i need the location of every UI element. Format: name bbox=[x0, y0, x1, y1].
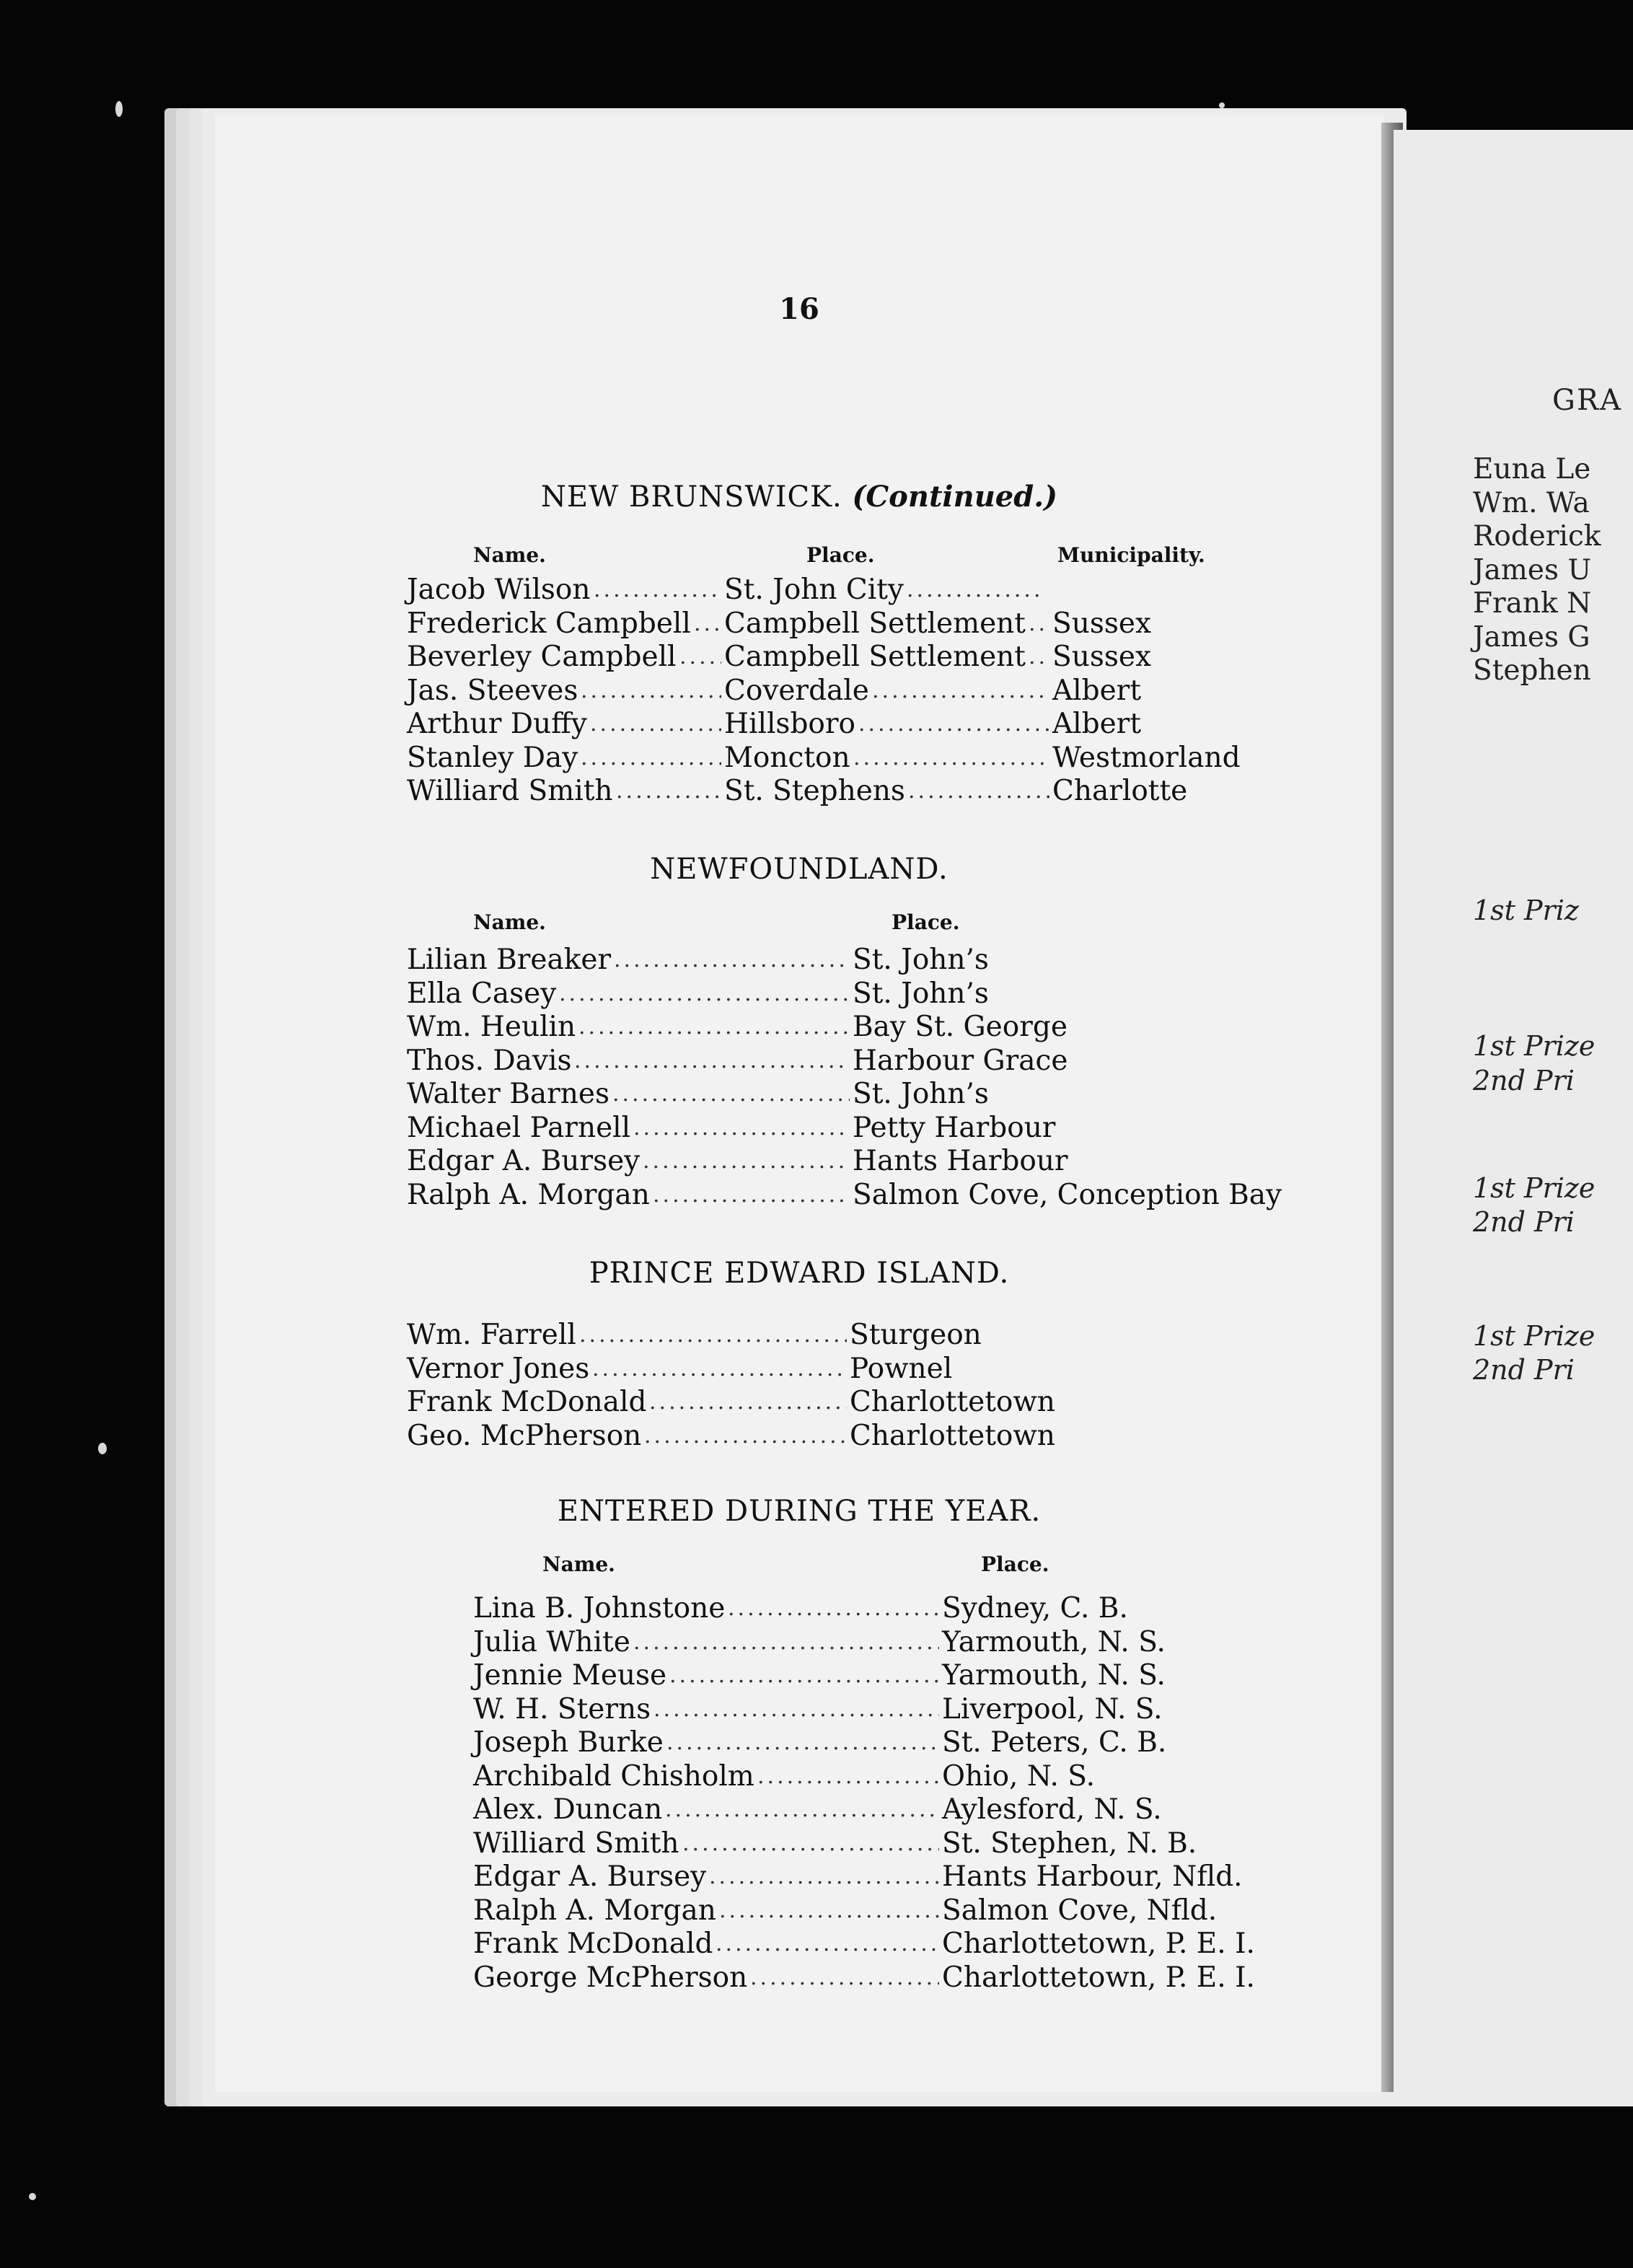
row-place: St. John’s bbox=[853, 977, 989, 1010]
dot-leader bbox=[719, 1894, 939, 1928]
dot-leader bbox=[853, 742, 1049, 775]
scan-speck bbox=[29, 2193, 36, 2200]
section-heading-entered: ENTERED DURING THE YEAR. bbox=[557, 1495, 1042, 1528]
column-header-name: Name. bbox=[542, 1552, 615, 1576]
section-title: NEW BRUNSWICK. bbox=[540, 480, 842, 514]
row-place: Petty Harbour bbox=[853, 1111, 1056, 1144]
row-place: Bay St. George bbox=[853, 1011, 1068, 1043]
row-name: Beverley Campbell bbox=[407, 641, 677, 673]
dot-leader bbox=[750, 1961, 939, 1995]
row-place: Pownel bbox=[850, 1352, 953, 1385]
dot-leader bbox=[908, 775, 1049, 808]
row-place: St. Stephen, N. B. bbox=[942, 1827, 1197, 1860]
row-place: Charlottetown bbox=[850, 1386, 1055, 1418]
row-place: Charlottetown, P. E. I. bbox=[942, 1928, 1255, 1960]
column-header-municipality: Municipality. bbox=[1057, 543, 1205, 567]
row-name: Michael Parnell bbox=[407, 1111, 631, 1144]
dot-leader bbox=[581, 674, 721, 708]
dot-leader bbox=[679, 641, 721, 674]
row-name: Thos. Davis bbox=[407, 1044, 572, 1077]
row-place: Harbour Grace bbox=[853, 1044, 1068, 1077]
facing-page-name: James G bbox=[1473, 620, 1590, 654]
facing-page-prize: 1st Prize bbox=[1473, 1030, 1595, 1062]
row-name: Wm. Farrell bbox=[407, 1319, 576, 1351]
dot-leader bbox=[579, 1319, 847, 1352]
column-header-name: Name. bbox=[473, 910, 546, 934]
column-header-place: Place. bbox=[981, 1552, 1049, 1576]
row-place: Liverpool, N. S. bbox=[942, 1692, 1163, 1726]
row-name: Arthur Duffy bbox=[407, 708, 587, 740]
row-place: Yarmouth, N. S. bbox=[942, 1659, 1166, 1692]
dot-leader bbox=[559, 977, 850, 1011]
dot-leader bbox=[757, 1760, 939, 1793]
facing-page-name: Stephen bbox=[1473, 654, 1591, 687]
row-place: St. Peters, C. B. bbox=[942, 1726, 1167, 1759]
row-place: Aylesford, N. S. bbox=[942, 1793, 1162, 1826]
row-name: Archibald Chisholm bbox=[473, 1759, 754, 1793]
dot-leader bbox=[574, 1045, 850, 1078]
scan-speck bbox=[1219, 102, 1225, 108]
row-place: Ohio, N. S. bbox=[942, 1759, 1095, 1793]
dot-leader bbox=[633, 1626, 939, 1659]
row-place: Sydney, C. B. bbox=[942, 1592, 1128, 1625]
row-name: Lilian Breaker bbox=[407, 944, 612, 976]
dot-leader bbox=[666, 1726, 939, 1759]
page-number: 16 bbox=[779, 292, 819, 326]
facing-page-prize: 1st Prize bbox=[1473, 1320, 1595, 1352]
facing-page-prize: 2nd Pri bbox=[1473, 1206, 1575, 1238]
dot-leader bbox=[709, 1860, 939, 1894]
scan-speck bbox=[98, 1443, 107, 1454]
dot-leader bbox=[644, 1420, 847, 1453]
row-name: Joseph Burke bbox=[473, 1726, 664, 1759]
dot-leader bbox=[612, 1078, 850, 1111]
row-name: Stanley Day bbox=[407, 741, 578, 774]
row-name: Frank McDonald bbox=[473, 1928, 713, 1960]
dot-leader bbox=[590, 708, 721, 741]
row-name: Edgar A. Bursey bbox=[473, 1860, 707, 1893]
dot-leader bbox=[716, 1928, 939, 1961]
row-name: Jennie Meuse bbox=[473, 1659, 667, 1692]
row-place: St. Stephens bbox=[724, 775, 905, 807]
facing-page-prize: 1st Priz bbox=[1473, 895, 1579, 926]
row-name: Geo. McPherson bbox=[407, 1419, 642, 1452]
row-place: Salmon Cove, Nfld. bbox=[942, 1894, 1218, 1927]
dot-leader bbox=[1029, 607, 1049, 641]
row-name: Lina B. Johnstone bbox=[473, 1592, 726, 1625]
row-municipality: Sussex bbox=[1052, 607, 1151, 640]
row-name: Williard Smith bbox=[407, 775, 613, 807]
dot-leader bbox=[592, 1353, 847, 1386]
row-place: Moncton bbox=[724, 741, 850, 774]
column-header-name: Name. bbox=[473, 543, 546, 567]
row-name: Ralph A. Morgan bbox=[473, 1894, 716, 1927]
row-name: Vernor Jones bbox=[407, 1352, 590, 1385]
row-municipality: Westmorland bbox=[1052, 741, 1241, 774]
row-name: Williard Smith bbox=[473, 1827, 679, 1860]
dot-leader bbox=[643, 1145, 850, 1178]
section-heading-new-brunswick bbox=[215, 480, 1383, 514]
row-name: Edgar A. Bursey bbox=[407, 1145, 641, 1177]
row-name: Jacob Wilson bbox=[407, 573, 591, 606]
section-heading-newfoundland: NEWFOUNDLAND. bbox=[650, 853, 948, 886]
row-place: Yarmouth, N. S. bbox=[942, 1625, 1166, 1658]
row-place: St. John’s bbox=[853, 944, 989, 976]
document-page bbox=[215, 115, 1383, 2092]
scan-speck bbox=[115, 101, 123, 117]
row-place: Hants Harbour, Nfld. bbox=[942, 1860, 1243, 1893]
dot-leader bbox=[665, 1793, 939, 1827]
facing-page-name: Roderick bbox=[1473, 520, 1601, 553]
dot-leader bbox=[728, 1592, 939, 1625]
row-name: Ella Casey bbox=[407, 977, 557, 1010]
row-municipality: Charlotte bbox=[1052, 775, 1188, 807]
row-place: Salmon Cove, Conception Bay bbox=[853, 1178, 1282, 1211]
row-place: Charlottetown, P. E. I. bbox=[942, 1961, 1255, 1994]
row-name: Jas. Steeves bbox=[407, 674, 578, 707]
facing-page-prize: 1st Prize bbox=[1473, 1172, 1595, 1204]
dot-leader bbox=[1029, 641, 1049, 674]
row-name: Alex. Duncan bbox=[473, 1793, 663, 1826]
facing-page bbox=[1394, 130, 1633, 2106]
section-heading-pei: PRINCE EDWARD ISLAND. bbox=[589, 1257, 1010, 1290]
dot-leader bbox=[616, 775, 721, 808]
row-place: Campbell Settlement bbox=[724, 607, 1026, 640]
facing-page-name: Wm. Wa bbox=[1473, 486, 1590, 519]
row-place: Coverdale bbox=[724, 674, 869, 707]
row-name: Frank McDonald bbox=[407, 1386, 647, 1418]
row-place: Sturgeon bbox=[850, 1319, 982, 1351]
dot-leader bbox=[872, 674, 1049, 708]
dot-leader bbox=[858, 708, 1049, 741]
dot-leader bbox=[649, 1386, 847, 1419]
row-municipality: Albert bbox=[1052, 708, 1141, 740]
facing-page-name: Frank N bbox=[1473, 587, 1592, 620]
dot-leader bbox=[581, 742, 721, 775]
row-place: St. John City bbox=[724, 573, 904, 606]
dot-leader bbox=[694, 607, 721, 641]
row-name: W. H. Sterns bbox=[473, 1692, 651, 1726]
dot-leader bbox=[653, 1179, 850, 1212]
dot-leader bbox=[614, 944, 850, 977]
dot-leader bbox=[669, 1659, 939, 1692]
dot-leader bbox=[682, 1827, 939, 1860]
row-place: Hants Harbour bbox=[853, 1145, 1068, 1177]
dot-leader bbox=[594, 573, 721, 607]
row-name: Julia White bbox=[473, 1625, 630, 1658]
row-place: Charlottetown bbox=[850, 1419, 1055, 1452]
facing-page-prize: 2nd Pri bbox=[1473, 1065, 1575, 1096]
dot-leader bbox=[578, 1011, 850, 1044]
row-place: Hillsboro bbox=[724, 708, 856, 740]
dot-leader bbox=[633, 1112, 850, 1145]
column-header-place: Place. bbox=[806, 543, 875, 567]
facing-page-name: Euna Le bbox=[1473, 453, 1591, 485]
row-municipality: Sussex bbox=[1052, 641, 1151, 673]
facing-page-prize: 2nd Pri bbox=[1473, 1354, 1575, 1386]
row-name: Walter Barnes bbox=[407, 1078, 609, 1110]
row-name: George McPherson bbox=[473, 1961, 748, 1994]
row-name: Wm. Heulin bbox=[407, 1011, 576, 1043]
row-place: Campbell Settlement bbox=[724, 641, 1026, 673]
facing-page-heading: GRA bbox=[1552, 384, 1622, 417]
row-name: Ralph A. Morgan bbox=[407, 1178, 650, 1211]
dot-leader bbox=[653, 1693, 939, 1726]
row-municipality: Albert bbox=[1052, 674, 1141, 707]
column-header-place: Place. bbox=[892, 910, 960, 934]
dot-leader bbox=[907, 573, 1044, 607]
row-name: Frederick Campbell bbox=[407, 607, 691, 640]
row-place: St. John’s bbox=[853, 1078, 989, 1110]
facing-page-name: James U bbox=[1473, 553, 1592, 586]
continued-note: (Continued.) bbox=[852, 480, 1058, 514]
